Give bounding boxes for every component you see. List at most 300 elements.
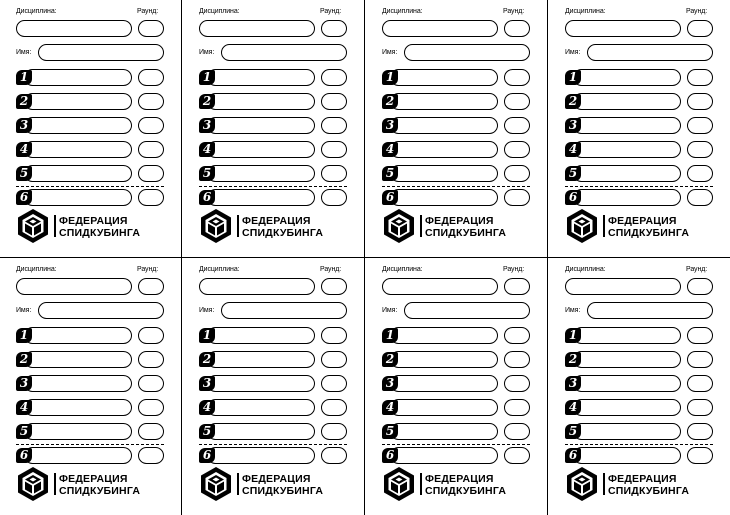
attempt-result-field[interactable]: [390, 351, 498, 368]
attempt-row: [565, 447, 715, 464]
logo-text-line-1: ФЕДЕРАЦИЯ: [425, 473, 494, 485]
attempt-number-badge: [199, 376, 215, 391]
judge-signature-field[interactable]: [687, 375, 713, 392]
round-field[interactable]: [687, 20, 713, 37]
judge-signature-field[interactable]: [504, 399, 530, 416]
attempt-number: 3: [568, 118, 578, 132]
discipline-field[interactable]: [565, 278, 681, 295]
attempt-row: [382, 447, 532, 464]
attempt-row: [199, 327, 349, 344]
attempt-number: 1: [202, 70, 212, 84]
judge-signature-field[interactable]: [504, 117, 530, 134]
attempt-number: 3: [385, 118, 395, 132]
attempt-result-field[interactable]: [207, 399, 315, 416]
attempt-result-field[interactable]: [207, 447, 315, 464]
judge-signature-field[interactable]: [138, 165, 164, 182]
round-label: Раунд:: [503, 8, 525, 15]
attempt-number: 6: [568, 448, 578, 462]
judge-signature-field[interactable]: [687, 423, 713, 440]
attempt-number: 3: [19, 118, 29, 132]
attempt-number-badge: [16, 400, 32, 415]
round-field[interactable]: [138, 278, 164, 295]
attempt-result-field[interactable]: [24, 447, 132, 464]
name-field[interactable]: [587, 302, 713, 319]
attempt-number-badge: [16, 118, 32, 133]
attempt-result-field[interactable]: [24, 189, 132, 206]
logo-divider: [420, 215, 422, 237]
attempt-row: [382, 93, 532, 110]
judge-signature-field[interactable]: [687, 189, 713, 206]
name-field[interactable]: [38, 302, 164, 319]
attempt-number: 5: [202, 424, 212, 438]
name-field[interactable]: [38, 44, 164, 61]
attempt-row: [199, 165, 349, 182]
federation-logo: [15, 466, 165, 502]
attempt-number: 5: [568, 166, 578, 180]
logo-text-line-1: ФЕДЕРАЦИЯ: [59, 473, 128, 485]
attempt-row: [16, 327, 166, 344]
attempt-row: [199, 189, 349, 206]
attempt-result-field[interactable]: [573, 399, 681, 416]
judge-signature-field[interactable]: [138, 447, 164, 464]
round-label: Раунд:: [137, 8, 159, 15]
logo-text-line-1: ФЕДЕРАЦИЯ: [608, 473, 677, 485]
attempt-number: 3: [202, 376, 212, 390]
attempt-row: [199, 69, 349, 86]
judge-signature-field[interactable]: [504, 141, 530, 158]
attempt-result-field[interactable]: [573, 141, 681, 158]
attempt-result-field[interactable]: [573, 375, 681, 392]
attempt-row: [565, 69, 715, 86]
federation-logo: [198, 466, 348, 502]
attempt-row: [16, 351, 166, 368]
attempt-number-badge: [199, 166, 215, 181]
judge-signature-field[interactable]: [687, 399, 713, 416]
attempt-row: [382, 327, 532, 344]
attempt-number-badge: [199, 352, 215, 367]
attempt-result-field[interactable]: [207, 165, 315, 182]
judge-signature-field[interactable]: [138, 93, 164, 110]
judge-signature-field[interactable]: [504, 423, 530, 440]
logo-text-line-1: ФЕДЕРАЦИЯ: [242, 473, 311, 485]
attempt-result-field[interactable]: [24, 327, 132, 344]
attempt-result-field[interactable]: [573, 93, 681, 110]
discipline-label: Дисциплина:: [199, 8, 240, 15]
attempt-number: 2: [385, 352, 395, 366]
name-field[interactable]: [221, 302, 347, 319]
judge-signature-field[interactable]: [321, 93, 347, 110]
attempt-row: [565, 423, 715, 440]
attempt-result-field[interactable]: [24, 141, 132, 158]
logo-divider: [603, 215, 605, 237]
discipline-label: Дисциплина:: [382, 8, 423, 15]
judge-signature-field[interactable]: [321, 327, 347, 344]
attempt-result-field[interactable]: [207, 375, 315, 392]
round-label: Раунд:: [320, 266, 342, 273]
attempt-row: [16, 423, 166, 440]
attempt-number-badge: [382, 352, 398, 367]
attempt-number-badge: [382, 328, 398, 343]
name-label: Имя:: [382, 49, 398, 56]
judge-signature-field[interactable]: [321, 351, 347, 368]
attempt-number-badge: [199, 448, 215, 463]
scorecard: [183, 0, 365, 257]
cube-logo-icon: [564, 466, 600, 502]
round-field[interactable]: [504, 278, 530, 295]
attempt-row: [382, 189, 532, 206]
attempt-number-badge: [382, 424, 398, 439]
judge-signature-field[interactable]: [504, 189, 530, 206]
judge-signature-field[interactable]: [687, 117, 713, 134]
attempt-number: 2: [385, 94, 395, 108]
attempt-number: 4: [385, 142, 395, 156]
attempt-row: [199, 399, 349, 416]
attempt-number-badge: [199, 400, 215, 415]
attempt-result-field[interactable]: [573, 351, 681, 368]
scorecard: [366, 0, 548, 257]
attempt-result-field[interactable]: [390, 399, 498, 416]
attempt-number: 5: [568, 424, 578, 438]
attempt-result-field[interactable]: [573, 189, 681, 206]
attempt-result-field[interactable]: [573, 327, 681, 344]
attempt-number: 2: [202, 352, 212, 366]
scorecard: [183, 258, 365, 515]
attempt-number-badge: [16, 328, 32, 343]
judge-signature-field[interactable]: [321, 447, 347, 464]
extra-attempt-separator: [565, 186, 713, 187]
attempt-result-field[interactable]: [24, 165, 132, 182]
attempt-number: 4: [19, 142, 29, 156]
attempt-number-badge: [16, 70, 32, 85]
judge-signature-field[interactable]: [138, 375, 164, 392]
judge-signature-field[interactable]: [504, 351, 530, 368]
attempt-number: 3: [202, 118, 212, 132]
attempt-number: 2: [568, 94, 578, 108]
attempt-number-badge: [382, 94, 398, 109]
attempt-row: [382, 69, 532, 86]
attempt-result-field[interactable]: [573, 165, 681, 182]
logo-text-line-2: СПИДКУБИНГА: [59, 485, 141, 497]
round-label: Раунд:: [686, 266, 708, 273]
discipline-field[interactable]: [382, 278, 498, 295]
attempt-number-badge: [565, 352, 581, 367]
attempt-result-field[interactable]: [390, 327, 498, 344]
logo-text-line-1: ФЕДЕРАЦИЯ: [59, 215, 128, 227]
logo-text-line-2: СПИДКУБИНГА: [608, 485, 690, 497]
discipline-field[interactable]: [199, 20, 315, 37]
attempt-row: [565, 375, 715, 392]
extra-attempt-separator: [199, 444, 347, 445]
attempt-number-badge: [565, 190, 581, 205]
round-label: Раунд:: [503, 266, 525, 273]
attempt-result-field[interactable]: [207, 69, 315, 86]
attempt-number-badge: [565, 70, 581, 85]
attempt-row: [565, 351, 715, 368]
attempt-number-badge: [199, 424, 215, 439]
judge-signature-field[interactable]: [504, 165, 530, 182]
name-field[interactable]: [221, 44, 347, 61]
attempt-number-badge: [565, 424, 581, 439]
judge-signature-field[interactable]: [687, 141, 713, 158]
federation-logo: [381, 208, 531, 244]
attempt-number: 2: [202, 94, 212, 108]
attempt-result-field[interactable]: [207, 351, 315, 368]
attempt-number: 6: [19, 190, 29, 204]
attempt-number-badge: [199, 118, 215, 133]
discipline-label: Дисциплина:: [199, 266, 240, 273]
round-field[interactable]: [504, 20, 530, 37]
attempt-result-field[interactable]: [390, 141, 498, 158]
federation-logo: [198, 208, 348, 244]
name-label: Имя:: [16, 49, 32, 56]
judge-signature-field[interactable]: [138, 189, 164, 206]
attempt-number: 6: [202, 190, 212, 204]
attempt-number: 1: [385, 70, 395, 84]
attempt-result-field[interactable]: [573, 117, 681, 134]
attempt-number-badge: [16, 424, 32, 439]
attempt-number: 6: [19, 448, 29, 462]
attempt-result-field[interactable]: [390, 165, 498, 182]
attempt-number-badge: [16, 448, 32, 463]
attempt-number: 6: [202, 448, 212, 462]
judge-signature-field[interactable]: [321, 69, 347, 86]
name-label: Имя:: [199, 49, 215, 56]
federation-logo: [15, 208, 165, 244]
attempt-row: [382, 117, 532, 134]
attempt-row: [565, 117, 715, 134]
attempt-number-badge: [565, 142, 581, 157]
round-label: Раунд:: [137, 266, 159, 273]
judge-signature-field[interactable]: [321, 117, 347, 134]
attempt-result-field[interactable]: [24, 423, 132, 440]
attempt-result-field[interactable]: [573, 447, 681, 464]
attempt-number: 3: [19, 376, 29, 390]
attempt-row: [565, 93, 715, 110]
attempt-number: 3: [385, 376, 395, 390]
name-label: Имя:: [565, 307, 581, 314]
attempt-result-field[interactable]: [24, 351, 132, 368]
attempt-number: 5: [202, 166, 212, 180]
attempt-number-badge: [382, 376, 398, 391]
attempt-number-badge: [199, 94, 215, 109]
logo-text-line-1: ФЕДЕРАЦИЯ: [242, 215, 311, 227]
attempt-row: [382, 141, 532, 158]
name-label: Имя:: [16, 307, 32, 314]
round-field[interactable]: [138, 20, 164, 37]
discipline-field[interactable]: [199, 278, 315, 295]
attempt-number: 1: [19, 70, 29, 84]
attempt-result-field[interactable]: [24, 93, 132, 110]
attempt-number-badge: [16, 166, 32, 181]
judge-signature-field[interactable]: [138, 327, 164, 344]
judge-signature-field[interactable]: [138, 117, 164, 134]
judge-signature-field[interactable]: [321, 165, 347, 182]
logo-divider: [237, 473, 239, 495]
cube-logo-icon: [381, 208, 417, 244]
attempt-row: [16, 69, 166, 86]
attempt-row: [199, 351, 349, 368]
extra-attempt-separator: [16, 444, 164, 445]
logo-text-line-2: СПИДКУБИНГА: [59, 227, 141, 239]
judge-signature-field[interactable]: [138, 69, 164, 86]
attempt-result-field[interactable]: [390, 93, 498, 110]
logo-divider: [420, 473, 422, 495]
attempt-number: 6: [385, 190, 395, 204]
attempt-number-badge: [565, 376, 581, 391]
judge-signature-field[interactable]: [138, 351, 164, 368]
attempt-number: 1: [385, 328, 395, 342]
round-field[interactable]: [321, 278, 347, 295]
attempt-number-badge: [16, 376, 32, 391]
attempt-result-field[interactable]: [24, 69, 132, 86]
attempt-number-badge: [16, 94, 32, 109]
judge-signature-field[interactable]: [504, 375, 530, 392]
attempt-number: 4: [568, 400, 578, 414]
attempt-result-field[interactable]: [573, 69, 681, 86]
attempt-row: [16, 165, 166, 182]
attempt-row: [199, 141, 349, 158]
cube-logo-icon: [381, 466, 417, 502]
attempt-number-badge: [382, 400, 398, 415]
attempt-row: [382, 375, 532, 392]
attempt-result-field[interactable]: [573, 423, 681, 440]
judge-signature-field[interactable]: [687, 93, 713, 110]
attempt-row: [382, 423, 532, 440]
judge-signature-field[interactable]: [138, 423, 164, 440]
attempt-row: [199, 423, 349, 440]
discipline-label: Дисциплина:: [565, 8, 606, 15]
attempt-result-field[interactable]: [24, 399, 132, 416]
round-field[interactable]: [321, 20, 347, 37]
attempt-number-badge: [199, 70, 215, 85]
judge-signature-field[interactable]: [687, 165, 713, 182]
attempt-result-field[interactable]: [207, 141, 315, 158]
attempt-number-badge: [565, 166, 581, 181]
judge-signature-field[interactable]: [321, 399, 347, 416]
attempt-result-field[interactable]: [207, 327, 315, 344]
attempt-result-field[interactable]: [390, 447, 498, 464]
discipline-field[interactable]: [16, 20, 132, 37]
attempt-result-field[interactable]: [207, 93, 315, 110]
name-label: Имя:: [382, 307, 398, 314]
attempt-number-badge: [199, 142, 215, 157]
attempt-number-badge: [382, 190, 398, 205]
name-field[interactable]: [404, 302, 530, 319]
round-field[interactable]: [687, 278, 713, 295]
attempt-number: 4: [202, 142, 212, 156]
judge-signature-field[interactable]: [687, 447, 713, 464]
attempt-number: 1: [568, 328, 578, 342]
judge-signature-field[interactable]: [321, 423, 347, 440]
attempt-row: [16, 141, 166, 158]
judge-signature-field[interactable]: [687, 69, 713, 86]
attempt-row: [16, 375, 166, 392]
judge-signature-field[interactable]: [504, 447, 530, 464]
attempt-result-field[interactable]: [390, 189, 498, 206]
attempt-number: 4: [202, 400, 212, 414]
discipline-field[interactable]: [382, 20, 498, 37]
logo-divider: [603, 473, 605, 495]
attempt-result-field[interactable]: [390, 375, 498, 392]
logo-text-line-2: СПИДКУБИНГА: [425, 227, 507, 239]
judge-signature-field[interactable]: [138, 141, 164, 158]
attempt-result-field[interactable]: [390, 423, 498, 440]
cube-logo-icon: [15, 208, 51, 244]
attempt-result-field[interactable]: [207, 117, 315, 134]
attempt-result-field[interactable]: [24, 375, 132, 392]
attempt-number: 1: [202, 328, 212, 342]
attempt-result-field[interactable]: [207, 189, 315, 206]
judge-signature-field[interactable]: [504, 93, 530, 110]
attempt-row: [199, 117, 349, 134]
discipline-label: Дисциплина:: [565, 266, 606, 273]
attempt-number: 4: [19, 400, 29, 414]
attempt-number-badge: [16, 190, 32, 205]
attempt-number: 5: [19, 166, 29, 180]
attempt-row: [565, 141, 715, 158]
discipline-label: Дисциплина:: [16, 8, 57, 15]
extra-attempt-separator: [382, 186, 530, 187]
attempt-row: [16, 117, 166, 134]
discipline-label: Дисциплина:: [16, 266, 57, 273]
attempt-row: [565, 327, 715, 344]
logo-text-line-2: СПИДКУБИНГА: [242, 227, 324, 239]
attempt-number-badge: [382, 448, 398, 463]
logo-text-line-2: СПИДКУБИНГА: [425, 485, 507, 497]
round-label: Раунд:: [686, 8, 708, 15]
name-field[interactable]: [404, 44, 530, 61]
cube-logo-icon: [198, 208, 234, 244]
name-label: Имя:: [565, 49, 581, 56]
attempt-result-field[interactable]: [390, 69, 498, 86]
attempt-number: 3: [568, 376, 578, 390]
logo-text-line-1: ФЕДЕРАЦИЯ: [608, 215, 677, 227]
cube-logo-icon: [198, 466, 234, 502]
judge-signature-field[interactable]: [321, 375, 347, 392]
logo-divider: [54, 215, 56, 237]
federation-logo: [381, 466, 531, 502]
judge-signature-field[interactable]: [504, 69, 530, 86]
logo-divider: [54, 473, 56, 495]
extra-attempt-separator: [382, 444, 530, 445]
attempt-number-badge: [382, 118, 398, 133]
scorecard: [366, 258, 548, 515]
attempt-row: [16, 93, 166, 110]
logo-text-line-1: ФЕДЕРАЦИЯ: [425, 215, 494, 227]
attempt-number-badge: [565, 94, 581, 109]
judge-signature-field[interactable]: [138, 399, 164, 416]
judge-signature-field[interactable]: [687, 351, 713, 368]
attempt-number: 4: [568, 142, 578, 156]
attempt-row: [16, 447, 166, 464]
name-label: Имя:: [199, 307, 215, 314]
attempt-result-field[interactable]: [24, 117, 132, 134]
attempt-result-field[interactable]: [390, 117, 498, 134]
name-field[interactable]: [587, 44, 713, 61]
federation-logo: [564, 466, 714, 502]
extra-attempt-separator: [565, 444, 713, 445]
attempt-number: 6: [568, 190, 578, 204]
discipline-field[interactable]: [16, 278, 132, 295]
attempt-number-badge: [565, 328, 581, 343]
judge-signature-field[interactable]: [321, 189, 347, 206]
attempt-result-field[interactable]: [207, 423, 315, 440]
judge-signature-field[interactable]: [687, 327, 713, 344]
scorecard: [549, 258, 730, 515]
judge-signature-field[interactable]: [504, 327, 530, 344]
discipline-field[interactable]: [565, 20, 681, 37]
judge-signature-field[interactable]: [321, 141, 347, 158]
